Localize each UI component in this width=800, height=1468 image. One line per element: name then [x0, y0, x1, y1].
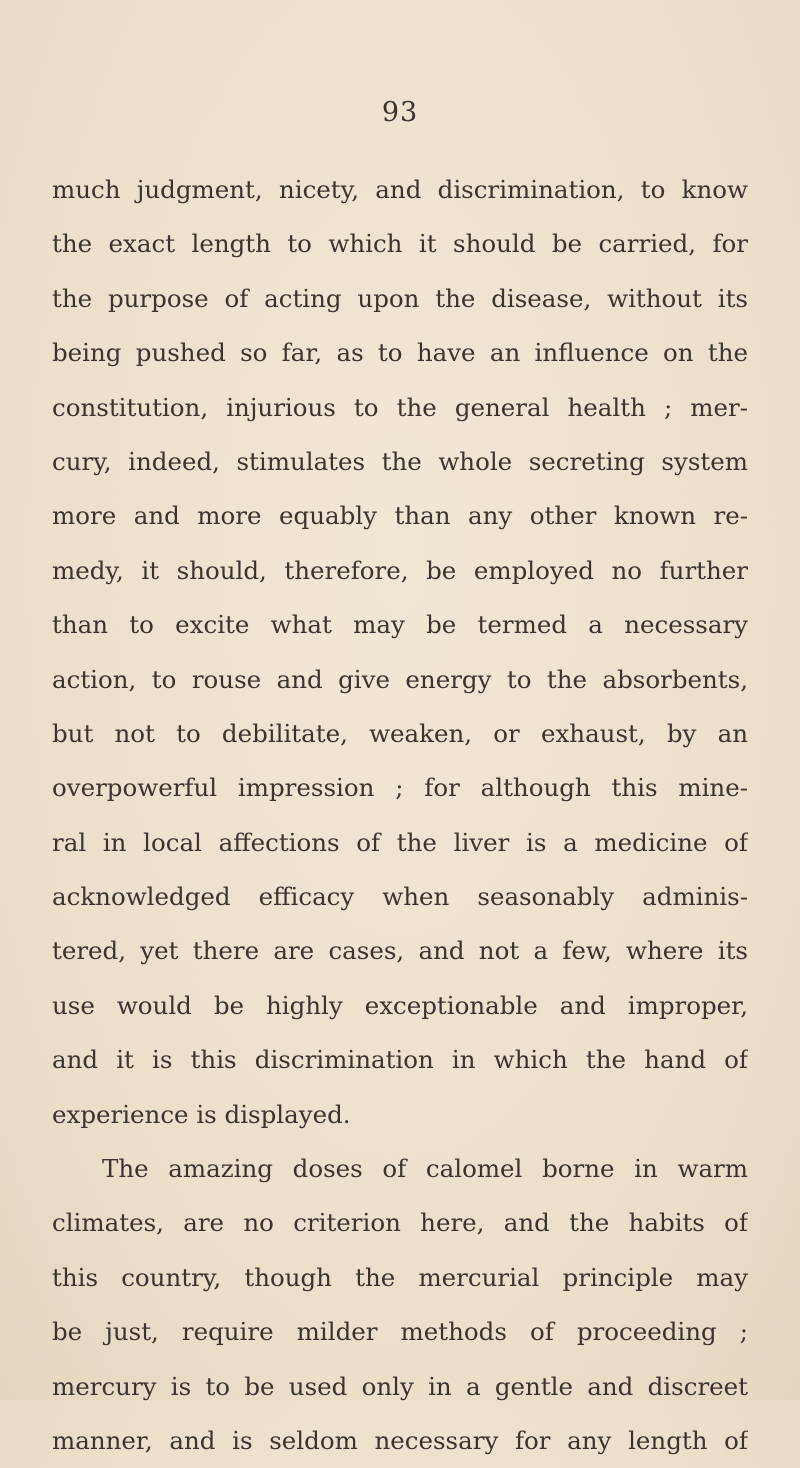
- text-line: and it is this discrimination in which the hand of: [52, 1045, 748, 1075]
- text-line: acknowledged efficacy when seasonably adminis-: [52, 882, 748, 912]
- text-line: than to excite what may be termed a necessary: [52, 610, 748, 640]
- text-line: much judgment, nicety, and discrimination, to know: [52, 175, 748, 204]
- text-line: the purpose of acting upon the disease, without its: [52, 283, 748, 313]
- text-line: more and more equably than any other known re-: [52, 501, 748, 531]
- body-text: [52, 163, 748, 1468]
- paragraph-end-line: experience is displayed.: [52, 1099, 351, 1129]
- text-line: climates, are no criterion here, and the habits of: [52, 1208, 748, 1238]
- text-line: cury, indeed, stimulates the whole secreting system: [52, 446, 748, 476]
- text-line: manner, and is seldom necessary for any length of: [52, 1425, 748, 1455]
- text-line: this country, though the mercurial principle may: [52, 1262, 748, 1292]
- text-line: constitution, injurious to the general health ; mer-: [52, 392, 748, 422]
- text-line: the exact length to which it should be carried, for: [52, 229, 748, 259]
- text-line: action, to rouse and give energy to the absorbents,: [52, 664, 748, 694]
- page-number: 93: [381, 97, 419, 128]
- text-line: use would be highly exceptionable and improper,: [52, 990, 748, 1020]
- text-line: but not to debilitate, weaken, or exhaust, by an: [52, 718, 748, 748]
- text-line: ral in local affections of the liver is a medicine of: [52, 827, 748, 857]
- paragraph-start-line: The amazing doses of calomel borne in warm: [102, 1154, 748, 1184]
- text-line: tered, yet there are cases, and not a few, where its: [52, 936, 748, 966]
- text-line: medy, it should, therefore, be employed no further: [52, 555, 748, 585]
- text-line: being pushed so far, as to have an influence on the: [52, 338, 748, 368]
- text-line: mercury is to be used only in a gentle and discreet: [52, 1371, 748, 1401]
- text-line: overpowerful impression ; for although this mine-: [52, 773, 748, 803]
- text-line: be just, require milder methods of proceeding ;: [52, 1317, 748, 1347]
